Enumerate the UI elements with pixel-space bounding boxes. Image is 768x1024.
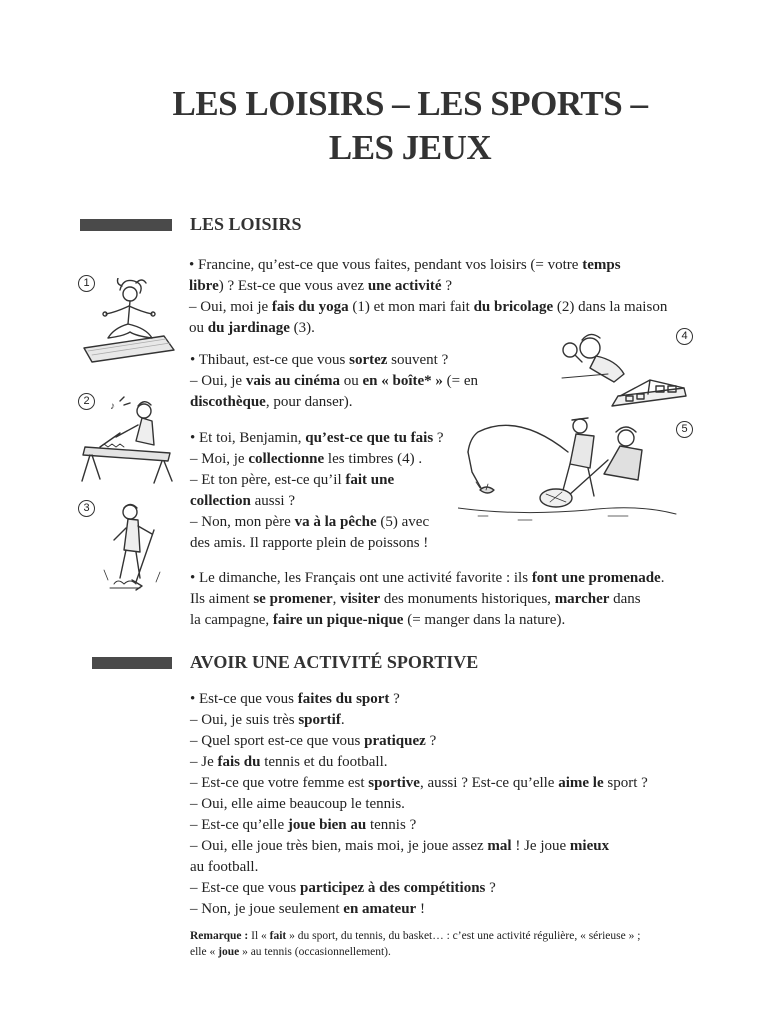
bold-term: collectionne xyxy=(248,451,325,467)
text-line xyxy=(190,899,648,920)
text-segment: – Oui, moi je xyxy=(189,299,272,315)
text-segment: ? xyxy=(389,691,400,707)
text-line xyxy=(190,773,648,794)
text-segment: – Oui, elle joue très bien, mais moi, je joue assez xyxy=(190,838,488,854)
text-segment: – Quel sport est-ce que vous xyxy=(190,733,365,749)
bold-term: vais au cinéma xyxy=(245,373,340,389)
bold-term: faites du sport xyxy=(297,691,390,707)
svg-text:♪: ♪ xyxy=(110,401,115,412)
text-segment: ? xyxy=(433,430,444,446)
text-segment: ou xyxy=(340,373,363,389)
text-segment: des amis. Il rapporte plein de poissons ! xyxy=(190,535,429,551)
gardening-illustration xyxy=(90,500,170,595)
diy-illustration xyxy=(80,395,180,485)
text-line xyxy=(190,589,664,610)
bold-term: fait une xyxy=(345,472,395,488)
text-segment: • Est-ce que vous xyxy=(190,691,298,707)
yoga-illustration xyxy=(78,278,178,363)
text-segment: . xyxy=(660,570,665,586)
text-segment: – Oui, je suis très xyxy=(190,712,299,728)
text-segment: (2) dans la maison xyxy=(553,299,668,315)
text-segment: au football. xyxy=(190,859,259,875)
bold-term: fais du yoga xyxy=(271,299,349,315)
text-segment: – Non, mon père xyxy=(190,514,295,530)
bold-term: font une promenade xyxy=(531,570,661,586)
text-line xyxy=(190,449,444,470)
text-line xyxy=(190,857,648,878)
text-segment: • Francine, qu’est-ce que vous faites, pendant vos loisirs (= votre xyxy=(189,257,583,273)
section-title-loisirs: LES LOISIRS xyxy=(190,214,302,234)
text-segment: tennis et du football. xyxy=(260,754,388,770)
text-segment: (5) avec xyxy=(376,514,430,530)
text-segment: (1) et mon mari fait xyxy=(348,299,474,315)
text-line xyxy=(190,428,444,449)
bold-term: mal xyxy=(487,838,512,854)
text-segment: – Est-ce que vous xyxy=(190,880,300,896)
text-segment: , pour danser). xyxy=(265,394,353,410)
bold-term: fait xyxy=(269,930,287,942)
paragraph-dimanche xyxy=(190,568,664,631)
text-segment: sport ? xyxy=(603,775,648,791)
text-line xyxy=(190,815,648,836)
bold-term: en « boîte* » xyxy=(362,373,443,389)
text-segment: ou xyxy=(189,320,208,336)
page-title xyxy=(150,82,670,170)
bold-term: fais du xyxy=(217,754,261,770)
text-segment: (= en xyxy=(442,373,479,389)
bold-term: une activité xyxy=(367,278,442,294)
text-segment: ? xyxy=(485,880,496,896)
text-segment: ! xyxy=(416,901,425,917)
bold-term: visiter xyxy=(340,591,381,607)
text-line xyxy=(190,491,444,512)
bold-term: joue xyxy=(218,946,240,958)
bold-term: Remarque : xyxy=(190,930,249,942)
text-segment: (3). xyxy=(289,320,315,336)
bold-term: collection xyxy=(190,493,251,509)
bold-term: participez à des compétitions xyxy=(299,880,486,896)
text-segment: (= manger dans la nature). xyxy=(403,612,566,628)
text-segment: la campagne, xyxy=(190,612,273,628)
text-segment: – Moi, je xyxy=(190,451,249,467)
text-segment: – Oui, elle aime beaucoup le tennis. xyxy=(190,796,405,812)
text-segment: • Thibaut, est-ce que vous xyxy=(190,352,350,368)
bold-term: sportif xyxy=(298,712,341,728)
illustration-number-1: 1 xyxy=(78,275,95,292)
bold-term: aime le xyxy=(558,775,604,791)
paragraph-francine xyxy=(189,255,667,339)
text-line xyxy=(190,752,648,773)
text-segment: Ils aiment xyxy=(190,591,254,607)
text-line xyxy=(190,878,648,899)
bold-term: temps xyxy=(582,257,621,273)
text-line xyxy=(190,928,690,944)
text-line xyxy=(190,568,664,589)
section-title-sport: AVOIR UNE ACTIVITÉ SPORTIVE xyxy=(190,652,479,672)
text-segment: , aussi ? Est-ce qu’elle xyxy=(419,775,559,791)
bold-term: faire un pique-nique xyxy=(272,612,404,628)
text-line xyxy=(190,794,648,815)
text-line xyxy=(190,533,444,554)
text-segment: dans xyxy=(609,591,641,607)
bold-term: qu’est-ce que tu fais xyxy=(305,430,434,446)
text-line xyxy=(190,710,648,731)
bold-term: joue bien au xyxy=(287,817,367,833)
text-segment: aussi ? xyxy=(250,493,295,509)
paragraph-benjamin xyxy=(190,428,444,554)
text-segment: des monuments historiques, xyxy=(380,591,555,607)
text-segment: . xyxy=(340,712,345,728)
text-line xyxy=(190,512,444,533)
bold-term: en amateur xyxy=(343,901,417,917)
text-segment: • Et toi, Benjamin, xyxy=(190,430,306,446)
section-bar xyxy=(80,219,172,231)
text-segment: souvent ? xyxy=(387,352,449,368)
section-bar xyxy=(92,657,172,669)
illustration-number-3: 3 xyxy=(78,500,95,517)
bold-term: mieux xyxy=(569,838,610,854)
bold-term: sportive xyxy=(368,775,420,791)
text-line xyxy=(190,350,478,371)
text-segment: » au tennis (occasionnellement). xyxy=(239,946,391,958)
text-segment: • Le dimanche, les Français ont une activité favorite : ils xyxy=(190,570,532,586)
fishing-illustration xyxy=(458,412,678,522)
text-segment: – Et ton père, est-ce qu’il xyxy=(190,472,346,488)
text-segment: Il « xyxy=(248,930,270,942)
text-line xyxy=(189,297,667,318)
text-line xyxy=(190,470,444,491)
text-segment: ! Je joue xyxy=(511,838,570,854)
text-segment: ) ? Est-ce que vous avez xyxy=(218,278,368,294)
text-segment: , xyxy=(332,591,341,607)
bold-term: marcher xyxy=(554,591,610,607)
text-segment: les timbres (4) . xyxy=(324,451,423,467)
text-segment: – Oui, je xyxy=(190,373,246,389)
text-segment: » du sport, du tennis, du basket… : c’est une activité régulière, « sérieuse » ; xyxy=(286,930,641,942)
text-segment: tennis ? xyxy=(366,817,417,833)
text-segment: – Non, je joue seulement xyxy=(190,901,344,917)
text-segment: – Est-ce que votre femme est xyxy=(190,775,369,791)
text-line xyxy=(190,944,690,960)
text-line xyxy=(190,371,478,392)
text-line xyxy=(190,836,648,857)
bold-term: se promener xyxy=(253,591,333,607)
bold-term: discothèque xyxy=(190,394,266,410)
illustration-number-4: 4 xyxy=(676,328,693,345)
text-line xyxy=(189,276,667,297)
text-line xyxy=(190,392,478,413)
text-line xyxy=(190,610,664,631)
text-line xyxy=(189,255,667,276)
remark xyxy=(190,928,690,960)
text-segment: ? xyxy=(425,733,437,749)
text-line xyxy=(190,731,648,752)
text-segment: ? xyxy=(441,278,452,294)
bold-term: du jardinage xyxy=(207,320,290,336)
dialogue-sport xyxy=(190,689,648,920)
illustration-number-2: 2 xyxy=(78,393,95,410)
page-title-line-1: LES LOISIRS – LES SPORTS – xyxy=(172,84,648,123)
text-segment: – Je xyxy=(190,754,218,770)
text-segment: – Est-ce qu’elle xyxy=(190,817,288,833)
bold-term: va à la pêche xyxy=(294,514,377,530)
bold-term: sortez xyxy=(349,352,388,368)
stamp-collection-illustration xyxy=(560,330,690,410)
text-segment: elle « xyxy=(190,946,219,958)
paragraph-thibaut xyxy=(190,350,478,413)
bold-term: du bricolage xyxy=(473,299,554,315)
page-title-line-2: LES JEUX xyxy=(328,128,492,167)
bold-term: libre xyxy=(189,278,219,294)
bold-term: pratiquez xyxy=(364,733,426,749)
illustration-number-5: 5 xyxy=(676,421,693,438)
text-line xyxy=(190,689,648,710)
